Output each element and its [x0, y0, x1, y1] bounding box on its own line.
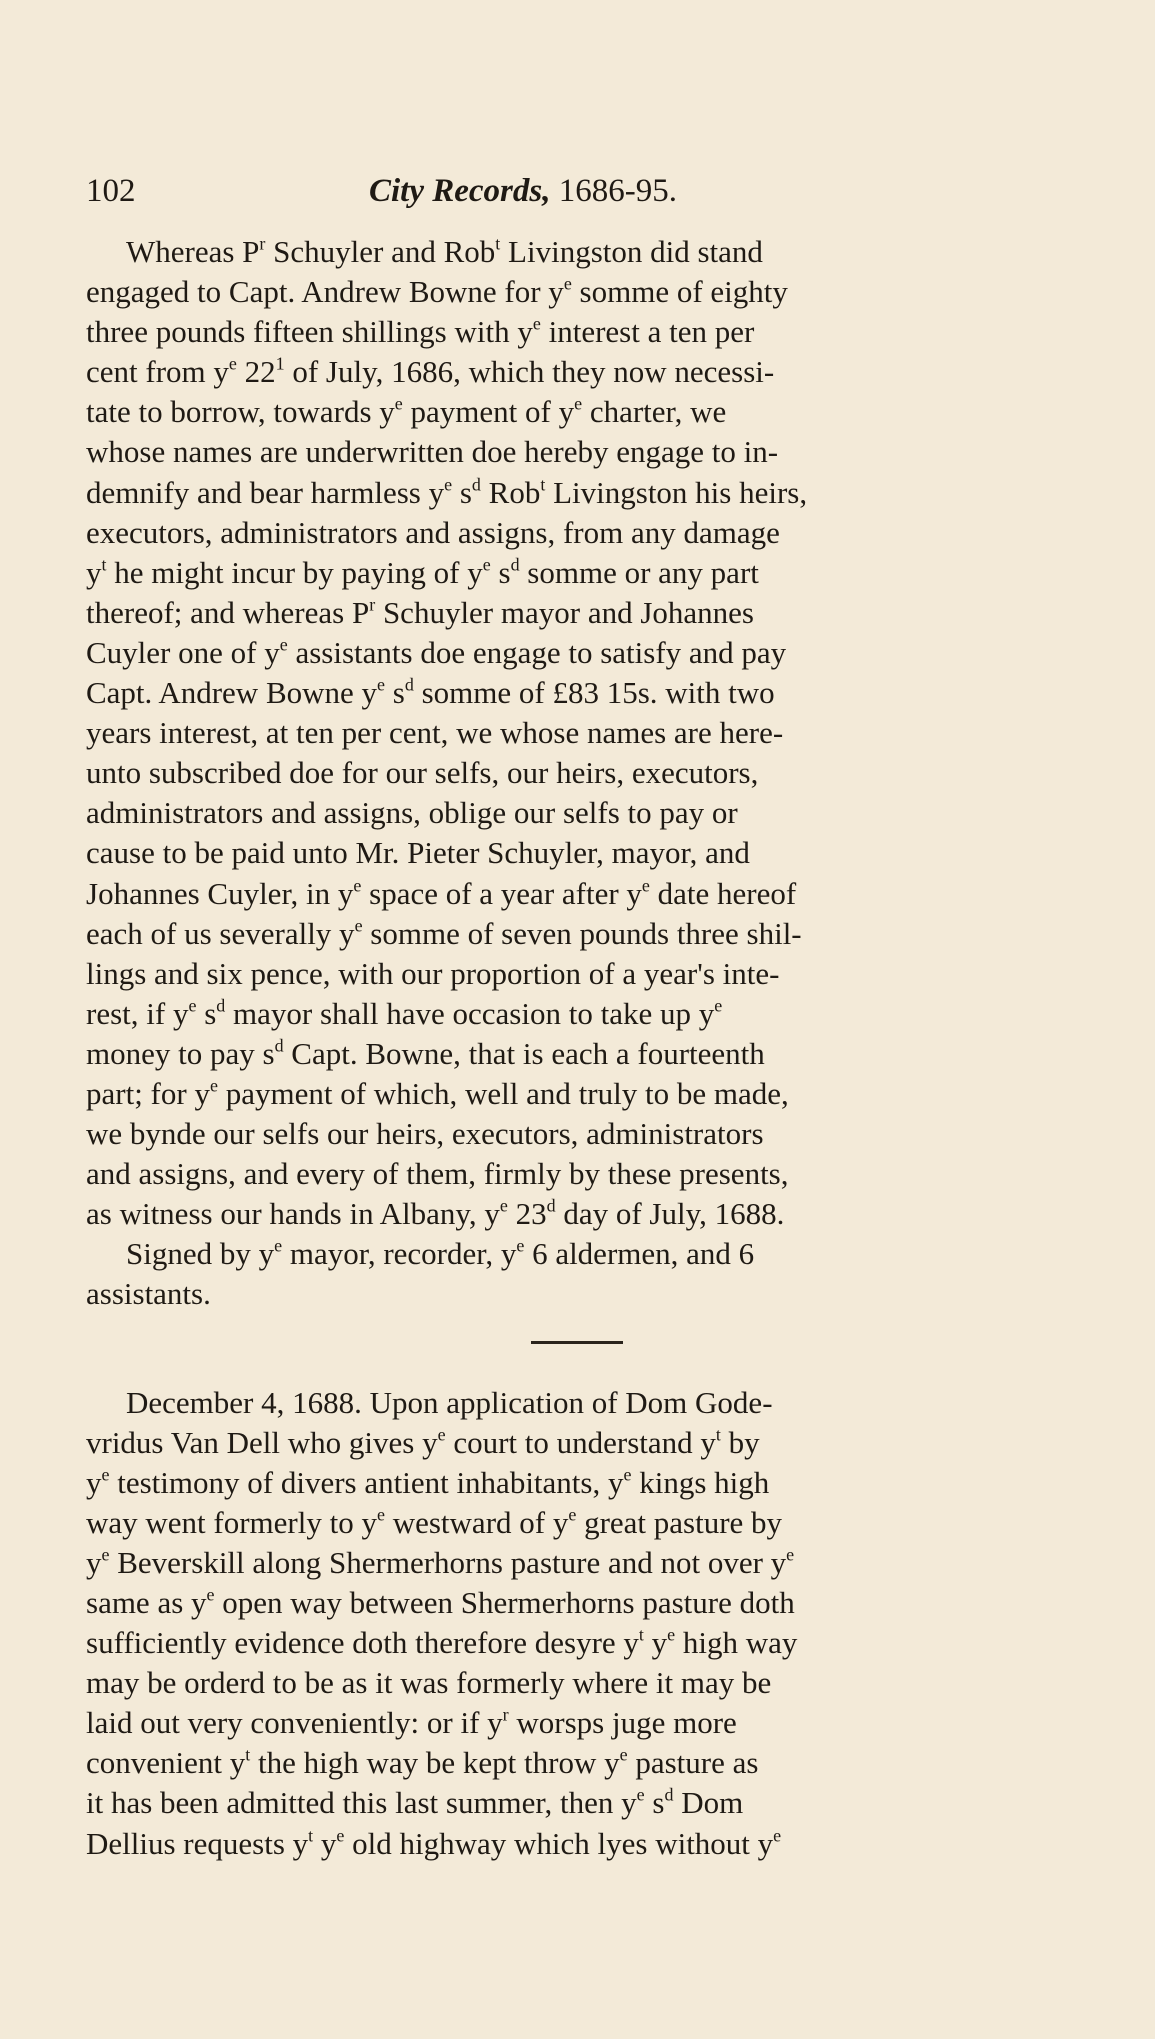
entry2-line-10: convenient $y^t$ the high way be kept throw $y^e$ pasture as [86, 1744, 759, 1781]
entry2-line-1: December 4, 1688. Upon application of Dom Gode- [126, 1384, 773, 1420]
entry1-line-10: thereof; and whereas $P^r$ Schuyler mayor and Johannes [86, 594, 754, 630]
entry-indemnity-agreement [86, 232, 1076, 1315]
entry1-line-16: cause to be paid unto Mr. Pieter Schuyler, mayor, and [86, 835, 750, 871]
entry1-line-1: Whereas $P^r$ Schuyler and Rob$^t$ Livingston did stand [126, 233, 763, 269]
entry2-line-3: $y^e$ testimony of divers antient inhabitants, $y^e$ kings high [86, 1464, 770, 1500]
entry2-line-5: $y^e$ Beverskill along Shermerhorns pasture and not over $y^e$ [86, 1544, 795, 1580]
section-divider [531, 1341, 623, 1344]
entry2-line-9: laid out very conveniently: or if $y^r$ worsps juge more [86, 1704, 737, 1741]
page-number: 102 [86, 173, 136, 209]
entry1-line-7: demnify and bear harmless $y^e$ $s^d$ Rob$^t$ Livingston his heirs, [86, 473, 808, 510]
running-head [86, 164, 1076, 218]
entry1-line-9: $y^t$ he might incur by paying of $y^e$ $s^d$ somme or any part [86, 554, 759, 590]
entry-lines [86, 232, 1076, 1234]
section-divider-wrap [86, 1315, 1076, 1369]
entry1-line-18: each of us severally $y^e$ somme of seven pounds three shil- [86, 915, 802, 951]
entry1-line-24: and assigns, and every of them, firmly by these presents, [86, 1156, 789, 1192]
entry1-signed-line-1: Signed by $y^e$ mayor, recorder, $y^e$ 6 aldermen, and 6 [126, 1235, 755, 1272]
running-title [369, 164, 677, 218]
entry2-line-12: Dellius requests $y^t$ $y^e$ old highway which lyes without $y^e$ [86, 1824, 782, 1861]
entry1-line-21: money to pay $s^d$ Capt. Bowne, that is each a fourteenth [86, 1035, 765, 1071]
entry1-line-12: Capt. Andrew Bowne $y^e$ $s^d$ somme of £83 15s. with two [86, 674, 775, 711]
entry1-line-2: engaged to Capt. Andrew Bowne for $y^e$ somme of eighty [86, 273, 788, 310]
book-page [86, 164, 1076, 1864]
entry1-line-13: years interest, at ten per cent, we whose names are here- [86, 715, 784, 751]
entry-signed-note [86, 1234, 1076, 1314]
entry1-signed-line-2: assistants. [86, 1276, 211, 1312]
running-title-italic: City Records, [369, 173, 551, 209]
entry1-line-15: administrators and assigns, oblige our selfs to pay or [86, 795, 738, 831]
entry-lines [86, 1383, 1076, 1864]
entry1-line-23: we bynde our selfs our heirs, executors, administrators [86, 1116, 764, 1152]
entry2-line-4: way went formerly to $y^e$ westward of $y^e$ great pasture by [86, 1504, 783, 1540]
entry2-line-8: may be orderd to be as it was formerly where it may be [86, 1665, 772, 1701]
entry1-line-8: executors, administrators and assigns, from any damage [86, 514, 780, 550]
entry2-line-7: sufficiently evidence doth therefore desyre $y^t$ $y^e$ high way [86, 1624, 798, 1661]
entry2-line-11: it has been admitted this last summer, then $y^e$ $s^d$ Dom [86, 1784, 744, 1821]
entry1-line-4: cent from $y^e$ $22^1$ of July, 1686, which they now necessi- [86, 353, 775, 390]
entry1-line-6: whose names are underwritten doe hereby engage to in- [86, 434, 779, 470]
entry2-line-6: same as $y^e$ open way between Shermerhorns pasture doth [86, 1584, 795, 1620]
entry2-line-2: vridus Van Dell who gives $y^e$ court to understand $y^t$ by [86, 1424, 760, 1460]
entry1-line-19: lings and six pence, with our proportion of a year's inte- [86, 955, 780, 991]
entry1-line-17: Johannes Cuyler, in $y^e$ space of a year after $y^e$ date hereof [86, 874, 797, 911]
entry1-line-5: tate to borrow, towards $y^e$ payment of $y^e$ charter, we [86, 393, 727, 430]
entry1-line-20: rest, if $y^e$ $s^d$ mayor shall have occasion to take up $y^e$ [86, 995, 723, 1031]
entry1-line-25: as witness our hands in Albany, $y^e$ 23$^d$ day of July, 1688. [86, 1195, 785, 1232]
entry-highway-application [86, 1383, 1076, 1864]
running-title-years: 1686-95. [558, 173, 677, 209]
entry1-line-3: three pounds fifteen shillings with $y^e$ interest a ten per [86, 313, 755, 350]
entry1-line-11: Cuyler one of $y^e$ assistants doe engage to satisfy and pay [86, 634, 787, 670]
entry1-line-22: part; for $y^e$ payment of which, well and truly to be made, [86, 1075, 789, 1111]
entry1-line-14: unto subscribed doe for our selfs, our heirs, executors, [86, 755, 759, 791]
